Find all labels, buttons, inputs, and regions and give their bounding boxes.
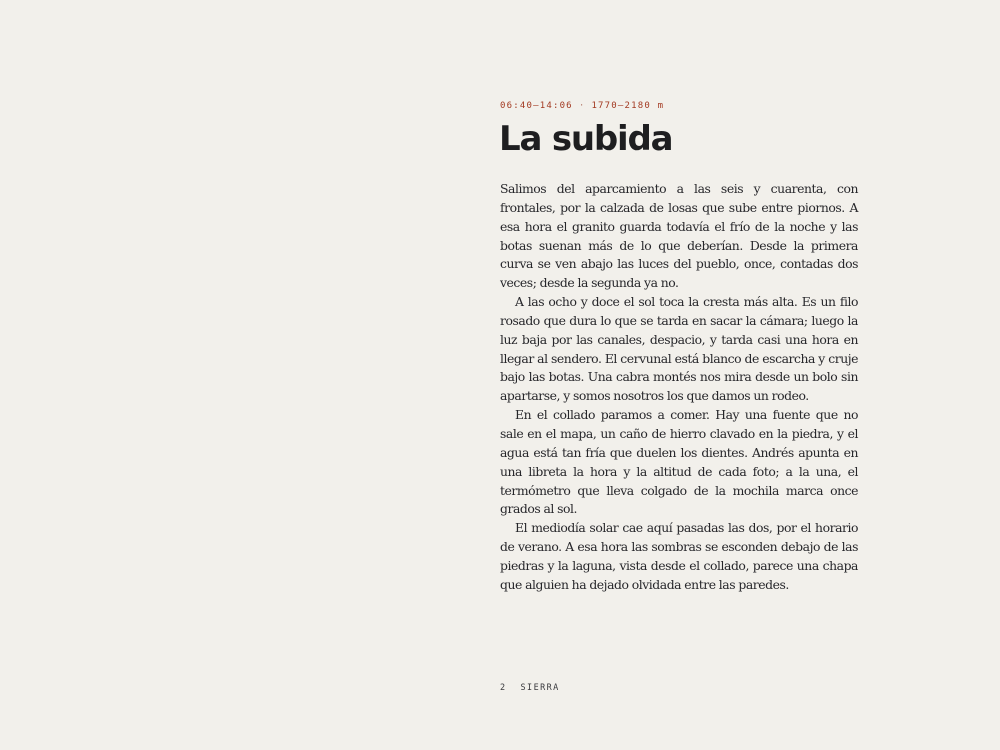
paragraph-2: A las ocho y doce el sol toca la cresta más alta. Es un filo rosado que dura lo que se tarda en sacar la cámara; luego la luz baja por las canales, despacio, y tarda casi una hora en llegar al sendero. El cervunal está blanco de escarcha y cruje bajo las botas. Una cabra montés nos mira desde un bolo sin apartarse, y somos nosotros los que damos un rodeo. bbox=[500, 294, 858, 404]
paragraph-4: El mediodía solar cae aquí pasadas las dos, por el horario de verano. A esa hora las sombras se esconden debajo de las piedras y la laguna, vista desde el collado, parece una chapa que alguien ha dejado olvidada entre las paredes. bbox=[500, 520, 858, 592]
page-number: 2 bbox=[500, 683, 507, 693]
section-title: La subida bbox=[499, 119, 673, 159]
body-text bbox=[500, 180, 858, 595]
meta-separator: · bbox=[578, 101, 586, 111]
paragraph-3: En el collado paramos a comer. Hay una fuente que no sale en el mapa, un caño de hierro clavado en la piedra, y el agua está tan fría que duelen los dientes. Andrés apunta en una libreta la hora y la altitud de cada foto; a la una, el termómetro que lleva colgado de la mochila marca once grados al sol. bbox=[500, 407, 858, 517]
page-footer bbox=[500, 683, 560, 693]
paragraph-1: Salimos del aparcamiento a las seis y cuarenta, con frontales, por la calzada de losas que sube entre piornos. A esa hora el granito guarda todavía el frío de la noche y las botas suenan más de lo que deberían. Desde la primera curva se ven abajo las luces del pueblo, once, contadas dos veces; desde la segunda ya no. bbox=[500, 181, 858, 291]
time-range: 06:40–14:06 bbox=[500, 101, 573, 111]
section-meta bbox=[500, 99, 858, 113]
text-column bbox=[500, 99, 858, 595]
altitude-range: 1770–2180 m bbox=[591, 101, 665, 111]
running-title: SIERRA bbox=[520, 683, 560, 693]
